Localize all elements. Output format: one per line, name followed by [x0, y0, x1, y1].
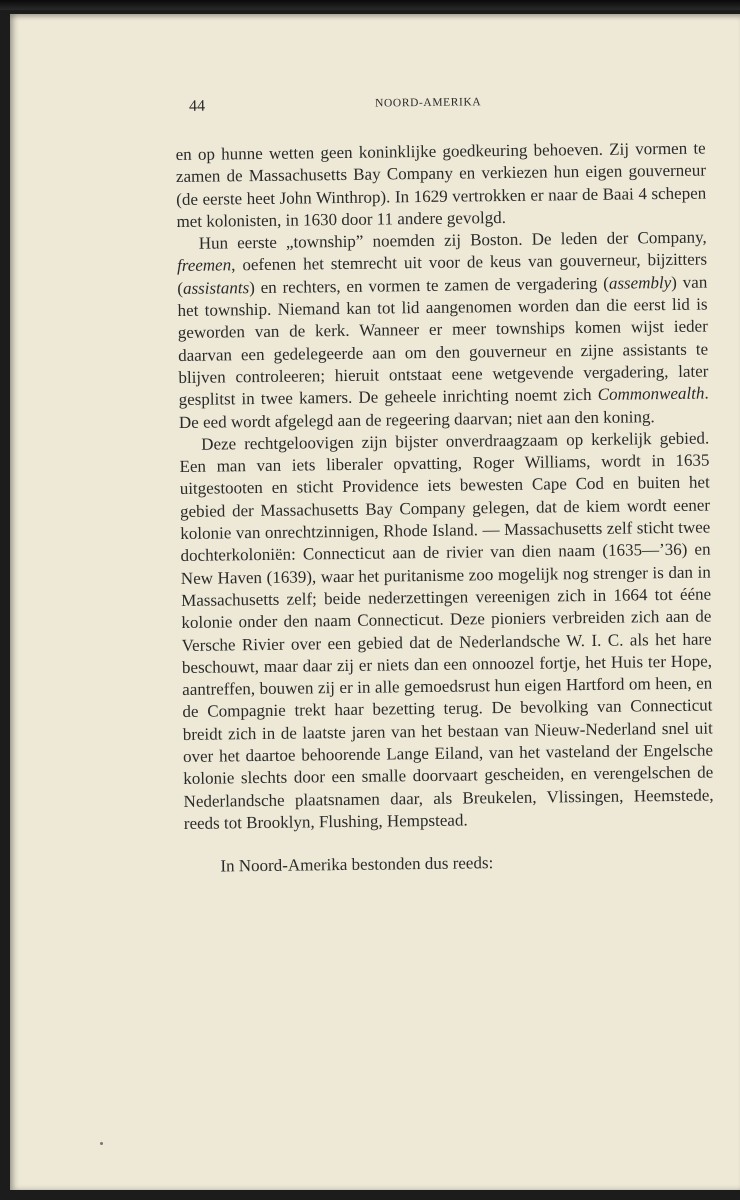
paragraph-3: Deze rechtgeloovigen zijn bijster onverdraagzaam op kerkelijk gebied. Een man van iets liberaler opvatting, Roger Williams, wordt in 1635 uitgestooten en sticht Providence iets bewesten Cape Cod en buiten het gebied der Massachusetts Bay Company gelegen, dat de kiem wordt eener kolonie van onrechtzinnigen, Rhode Island. — Massachusetts zelf sticht twee dochterkoloniën: Connecticut aan de rivier van dien naam (1635—’36) en New Haven (1639), waar het puritanisme zoo mogelijk nog strenger is dan in Massachusetts zelf; beide nederzettingen vereenigen zich in 1664 tot ééne kolonie onder den naam Connecticut. Deze pioniers verbreiden zich aan de Versche Rivier over een gebied dat de Nederlandsche W. I. C. als het hare beschouwt, maar daar zij er niets dan een onnoozel fortje, het Huis ter Hope, aantreffen, bouwen zij er in alle gemoedsrust hun eigen Hartford om heen, en de Compagnie trekt haar bezetting terug. De bevolking van Connecticut breidt zich in de laatste jaren van het bestaan van Nieuw-Nederland snel uit over het daartoe behoorende Lange Eiland, van het vasteland der Engelsche kolonie slechts door een smalle doorvaart gescheiden, en verengelschen de Nederlandsche plaatsnamen daar, als Breukelen, Vlissingen, Heemstede, reeds tot Brooklyn, Flushing, Hempstead.: [179, 428, 714, 833]
paragraph-2-text-1: Hun eerste „township” noemden zij Boston. De leden der Company,: [198, 227, 707, 253]
paragraph-1: en op hunne wetten geen koninklijke goedkeuring behoeven. Zij vormen te zamen de Massachusetts Bay Company en verkiezen hun eigen gouverneur (de eerste heet John Winthrop). In 1629 vertrokken er naar de Baai 4 schepen met kolonisten, in 1630 door 11 andere gevolgd.: [175, 138, 707, 231]
body-text: [176, 138, 714, 836]
paragraph-2-text-4: ) van het township. Niemand kan tot lid aangenomen worden dan die eerst lid is geworden van de kerk. Wanneer er meer townships komen wijst ieder daarvan een gedelegeerde aan om den gouverneur en zijne assistants te blijven controleeren; hieruit ontstaat eene wetgevende vergadering, later gesplitst in twee kamers. De geheele inrichting noemt zich: [177, 272, 709, 410]
page-header: [175, 92, 705, 122]
italic-term-commonwealth: Commonwealth: [597, 383, 705, 405]
paragraph-2-text-3: ) en rechters, en vormen te zamen de vergadering (: [249, 273, 609, 297]
italic-term-assistants: assistants: [182, 277, 250, 298]
paragraph-2-text-2: , oefenen het stemrecht uit voor de keus van gouverneur, bijzitters (: [177, 249, 708, 298]
page-content: [175, 92, 715, 895]
page-number: 44: [188, 97, 206, 115]
italic-term-assembly: assembly: [608, 272, 672, 293]
scan-top-edge: [0, 0, 740, 10]
italic-term-freemen: freemen: [176, 255, 232, 276]
paper-speck: [100, 1142, 103, 1145]
running-title: NOORD-AMERIKA: [375, 96, 482, 110]
paragraph-2: [177, 227, 709, 434]
paragraph-2-text-5: . De eed wordt afgelegd aan de regeering daarvan; niet aan den koning.: [178, 383, 709, 432]
closing-line: In Noord-Amerika bestonden dus reeds:: [220, 853, 494, 876]
book-page: [10, 14, 740, 1190]
